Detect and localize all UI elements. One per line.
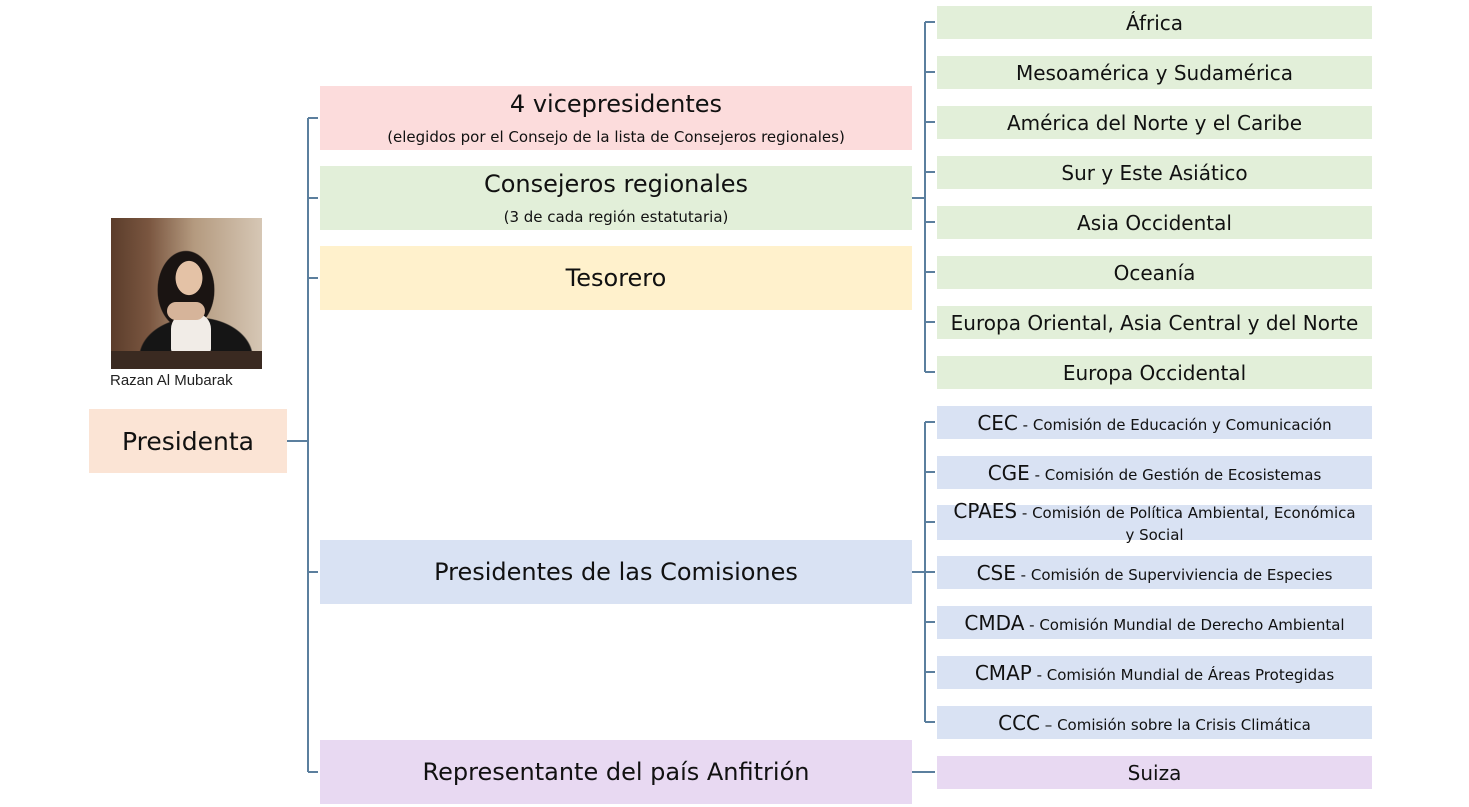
- region-box: [937, 6, 1372, 39]
- commission-code: CGE: [987, 460, 1030, 485]
- region-box: [937, 306, 1372, 339]
- commission-separator: -: [1015, 565, 1031, 584]
- commission-name: Comisión de Gestión de Ecosistemas: [1044, 465, 1322, 484]
- presidentes-comisiones-title: Presidentes de las Comisiones: [434, 558, 798, 586]
- host-country-label: Suiza: [1127, 760, 1182, 785]
- commission-code: CCC: [998, 710, 1041, 735]
- commission-box: [937, 656, 1372, 689]
- commission-name: Comisión Mundial de Derecho Ambiental: [1039, 615, 1345, 634]
- commission-name: Comisión de Educación y Comunicación: [1032, 415, 1332, 434]
- commission-separator: -: [1029, 465, 1045, 484]
- commission-separator: -: [1024, 615, 1040, 634]
- region-label: Sur y Este Asiático: [1061, 160, 1248, 185]
- consejeros-subtitle: (3 de cada región estatutaria): [503, 208, 729, 226]
- commission-code: CMDA: [964, 610, 1025, 635]
- commission-code: CEC: [977, 410, 1018, 435]
- commission-box: [937, 556, 1372, 589]
- presidenta-box: [89, 409, 287, 473]
- commission-code: CMAP: [974, 660, 1032, 685]
- commission-separator: -: [1017, 503, 1033, 522]
- commission-name: Comisión Mundial de Áreas Protegidas: [1046, 665, 1335, 684]
- consejeros-title: Consejeros regionales: [483, 170, 749, 198]
- region-box: [937, 56, 1372, 89]
- region-label: Europa Oriental, Asia Central y del Norte: [950, 310, 1359, 335]
- presidenta-label: Presidenta: [122, 426, 254, 456]
- region-label: Asia Occidental: [1077, 210, 1232, 235]
- photo-caption: Razan Al Mubarak: [110, 372, 233, 389]
- representante-box: [320, 740, 912, 804]
- commission-separator: -: [1017, 415, 1033, 434]
- host-country-box: [937, 756, 1372, 789]
- region-label: América del Norte y el Caribe: [1006, 110, 1303, 135]
- region-box: [937, 356, 1372, 389]
- tesorero-title: Tesorero: [565, 264, 667, 292]
- commission-name: Comisión sobre la Crisis Climática: [1057, 715, 1311, 734]
- region-box: [937, 106, 1372, 139]
- commission-box: [937, 606, 1372, 639]
- commission-separator: -: [1031, 665, 1047, 684]
- region-box: [937, 256, 1372, 289]
- vicepresidentes-box: [320, 86, 912, 150]
- tesorero-box: [320, 246, 912, 310]
- commission-code: CPAES: [953, 498, 1018, 523]
- vicepresidentes-subtitle: (elegidos por el Consejo de la lista de Consejeros regionales): [387, 128, 845, 146]
- representante-title: Representante del país Anfitrión: [422, 758, 810, 786]
- commission-separator: –: [1040, 715, 1058, 734]
- commission-name: Comisión de Superviviencia de Especies: [1030, 565, 1333, 584]
- commission-name: Comisión de Política Ambiental, Económica y Social: [1032, 503, 1356, 544]
- region-label: África: [1125, 10, 1184, 35]
- region-label: Oceanía: [1113, 260, 1196, 285]
- vicepresidentes-title: 4 vicepresidentes: [509, 90, 723, 118]
- commission-box: [937, 498, 1372, 544]
- region-label: Mesoamérica y Sudamérica: [1016, 60, 1293, 85]
- president-photo: [111, 218, 262, 369]
- region-box: [937, 206, 1372, 239]
- presidentes-comisiones-box: [320, 540, 912, 604]
- commission-box: [937, 456, 1372, 489]
- commission-box: [937, 406, 1372, 439]
- commission-code: CSE: [976, 560, 1016, 585]
- commission-box: [937, 706, 1372, 739]
- region-label: Europa Occidental: [1062, 360, 1247, 385]
- region-box: [937, 156, 1372, 189]
- consejeros-box: [320, 166, 912, 230]
